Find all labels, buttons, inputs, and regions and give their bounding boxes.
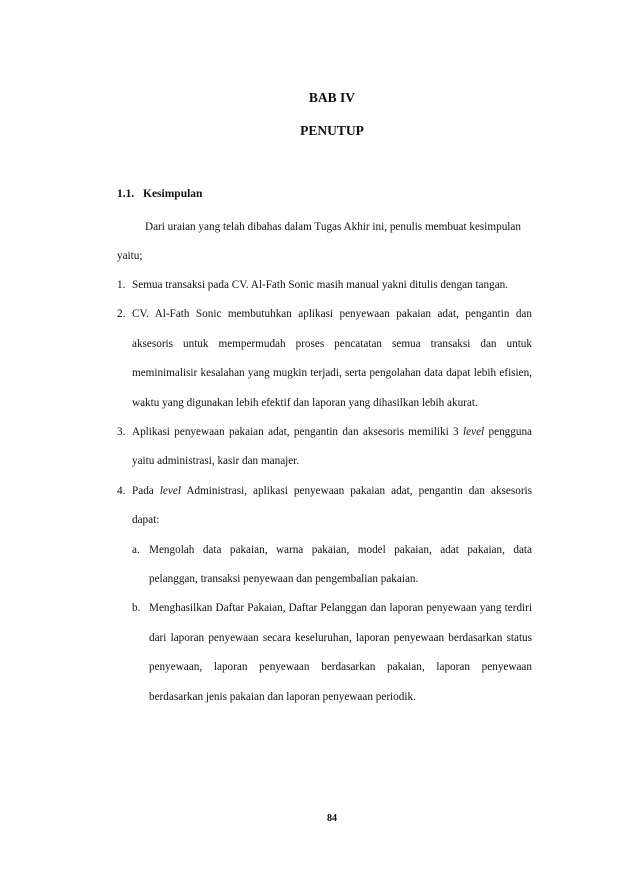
list-item-text: Pada (132, 484, 154, 497)
list-item (117, 418, 532, 477)
section-title: Kesimpulan (143, 188, 203, 200)
list-item-text: Administrasi, aplikasi penyewaan pakaian adat, pengantin dan aksesoris dapat: (132, 484, 533, 527)
list-marker: 3. (117, 426, 126, 439)
list-marker: 2. (117, 308, 126, 321)
list-marker: 4. (117, 484, 126, 497)
list-item (117, 477, 532, 536)
sub-list-item-text: Mengolah data pakaian, warna pakaian, model pakaian, adat pakaian, data pelanggan, transaksi penyewaan dan pengembalian pakaian. (149, 543, 532, 586)
list-item-text: CV. Al-Fath Sonic membutuhkan aplikasi penyewaan pakaian adat, pengantin dan aksesoris untuk mempermudah proses pencatatan semua transaksi dan untuk meminimalisir kesalahan yang mugkin terjadi, serta pengolahan data dapat lebih efisien, waktu yang digunakan lebih efektif dan laporan yang dihasilkan lebih akurat. (132, 308, 532, 409)
intro-paragraph: Dari uraian yang telah dibahas dalam Tugas Akhir ini, penulis membuat kesimpulan yaitu; (117, 221, 521, 263)
list-item-text: Aplikasi penyewaan pakaian adat, pengantin dan aksesoris memiliki 3 (132, 426, 459, 439)
chapter-title: PENUTUP (300, 123, 364, 138)
section-number: 1.1. (117, 188, 135, 200)
list-item-text: pengguna yaitu administrasi, kasir dan manajer. (132, 426, 533, 468)
section-heading (117, 188, 202, 200)
list-item (117, 271, 532, 300)
sub-list-item (117, 536, 532, 595)
list-item-emphasis: level (463, 426, 485, 439)
chapter-number: BAB IV (308, 90, 356, 105)
conclusion-list (117, 271, 532, 712)
sub-list (117, 536, 532, 712)
sub-list-marker: b. (132, 602, 141, 615)
list-item-emphasis: level (159, 484, 181, 497)
list-item (117, 300, 532, 418)
sub-list-item (117, 594, 532, 712)
sub-list-item-text: Menghasilkan Daftar Pakaian, Daftar Pelanggan dan laporan penyewaan yang terdiri dari laporan penyewaan secara keseluruhan, laporan penyewaan berdasarkan status penyewaan, laporan penyewaan berdasarkan pakaian, laporan penyewaan berdasarkan jenis pakaian dan laporan penyewaan periodik. (149, 602, 532, 703)
list-marker: 1. (117, 279, 126, 291)
page-number: 84 (327, 813, 337, 824)
list-item-text: Semua transaksi pada CV. Al-Fath Sonic masih manual yakni ditulis dengan tangan. (132, 279, 509, 291)
sub-list-marker: a. (132, 543, 140, 556)
